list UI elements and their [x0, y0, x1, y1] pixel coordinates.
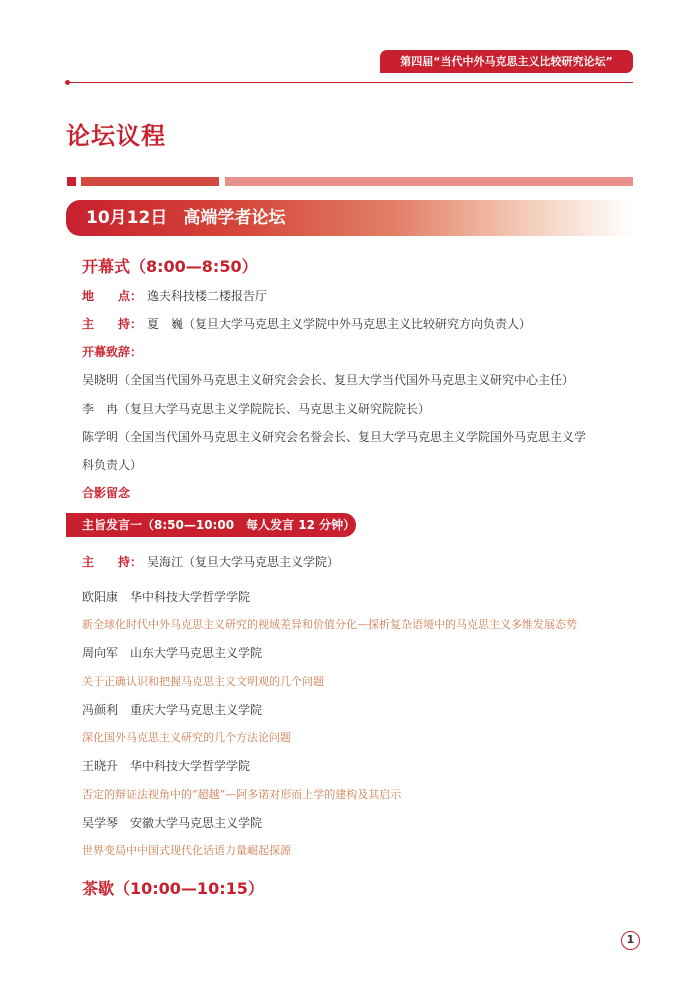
header-rule	[67, 82, 633, 83]
day-title: 高端学者论坛	[183, 208, 286, 228]
forum-badge: 第四届“当代中外马克思主义比较研究论坛”	[380, 50, 633, 73]
opening-speech-label: 开幕致辞：	[82, 345, 143, 359]
opening-host-label: 主 持：	[82, 317, 143, 331]
day-date: 10月12日	[86, 208, 168, 228]
talk-topic: 世界变局中中国式现代化话语力量崛起探源	[82, 844, 291, 857]
venue-label: 地 点：	[82, 289, 143, 303]
speaker-line: 科负责人）	[82, 458, 143, 472]
talk-speaker: 吴学琴 安徽大学马克思主义学院	[82, 816, 263, 830]
keynote-session-banner: 主旨发言一（8:50—10:00 每人发言 12 分钟）	[66, 513, 356, 537]
title-decor-square	[67, 177, 76, 186]
keynote-host-value: 吴海江（复旦大学马克思主义学院）	[147, 555, 340, 569]
talk-speaker: 王晓升 华中科技大学哲学学院	[82, 759, 251, 773]
day-header	[66, 200, 633, 236]
group-photo-label: 合影留念	[82, 486, 131, 500]
talk-speaker: 冯颜利 重庆大学马克思主义学院	[82, 703, 263, 717]
talk-speaker: 周向军 山东大学马克思主义学院	[82, 646, 263, 660]
title-decor-bar-light	[225, 177, 633, 186]
opening-host-value: 夏 巍（复旦大学马克思主义学院中外马克思主义比较研究方向负责人）	[147, 317, 532, 331]
header-rule-dot	[65, 80, 70, 85]
talk-topic: 深化国外马克思主义研究的几个方法论问题	[82, 731, 291, 744]
keynote-host-label: 主 持：	[82, 555, 143, 569]
speaker-line: 吴晓明（全国当代国外马克思主义研究会会长、复旦大学当代国外马克思主义研究中心主任）	[82, 373, 575, 387]
page-title: 论坛议程	[66, 122, 166, 150]
talk-topic: 关于正确认识和把握马克思主义文明观的几个问题	[82, 675, 324, 688]
opening-title: 开幕式（8:00—8:50）	[82, 257, 258, 276]
venue-value: 逸夫科技楼二楼报告厅	[147, 289, 268, 303]
title-decor-bar-dark	[81, 177, 219, 186]
speaker-line: 陈学明（全国当代国外马克思主义研究会名誉会长、复旦大学马克思主义学院国外马克思主义学	[82, 430, 587, 444]
talk-speaker: 欧阳康 华中科技大学哲学学院	[82, 590, 251, 604]
page-number: 1	[621, 931, 640, 950]
tea-break-title: 茶歇（10:00—10:15）	[82, 879, 264, 898]
speaker-line: 李 冉（复旦大学马克思主义学院院长、马克思主义研究院院长）	[82, 402, 431, 416]
talk-topic: 否定的辩证法视角中的“超越”—阿多诺对形而上学的建构及其启示	[82, 788, 402, 801]
talk-topic: 新全球化时代中外马克思主义研究的视域差异和价值分化—探析复杂语境中的马克思主义多维发展态势	[82, 618, 577, 631]
